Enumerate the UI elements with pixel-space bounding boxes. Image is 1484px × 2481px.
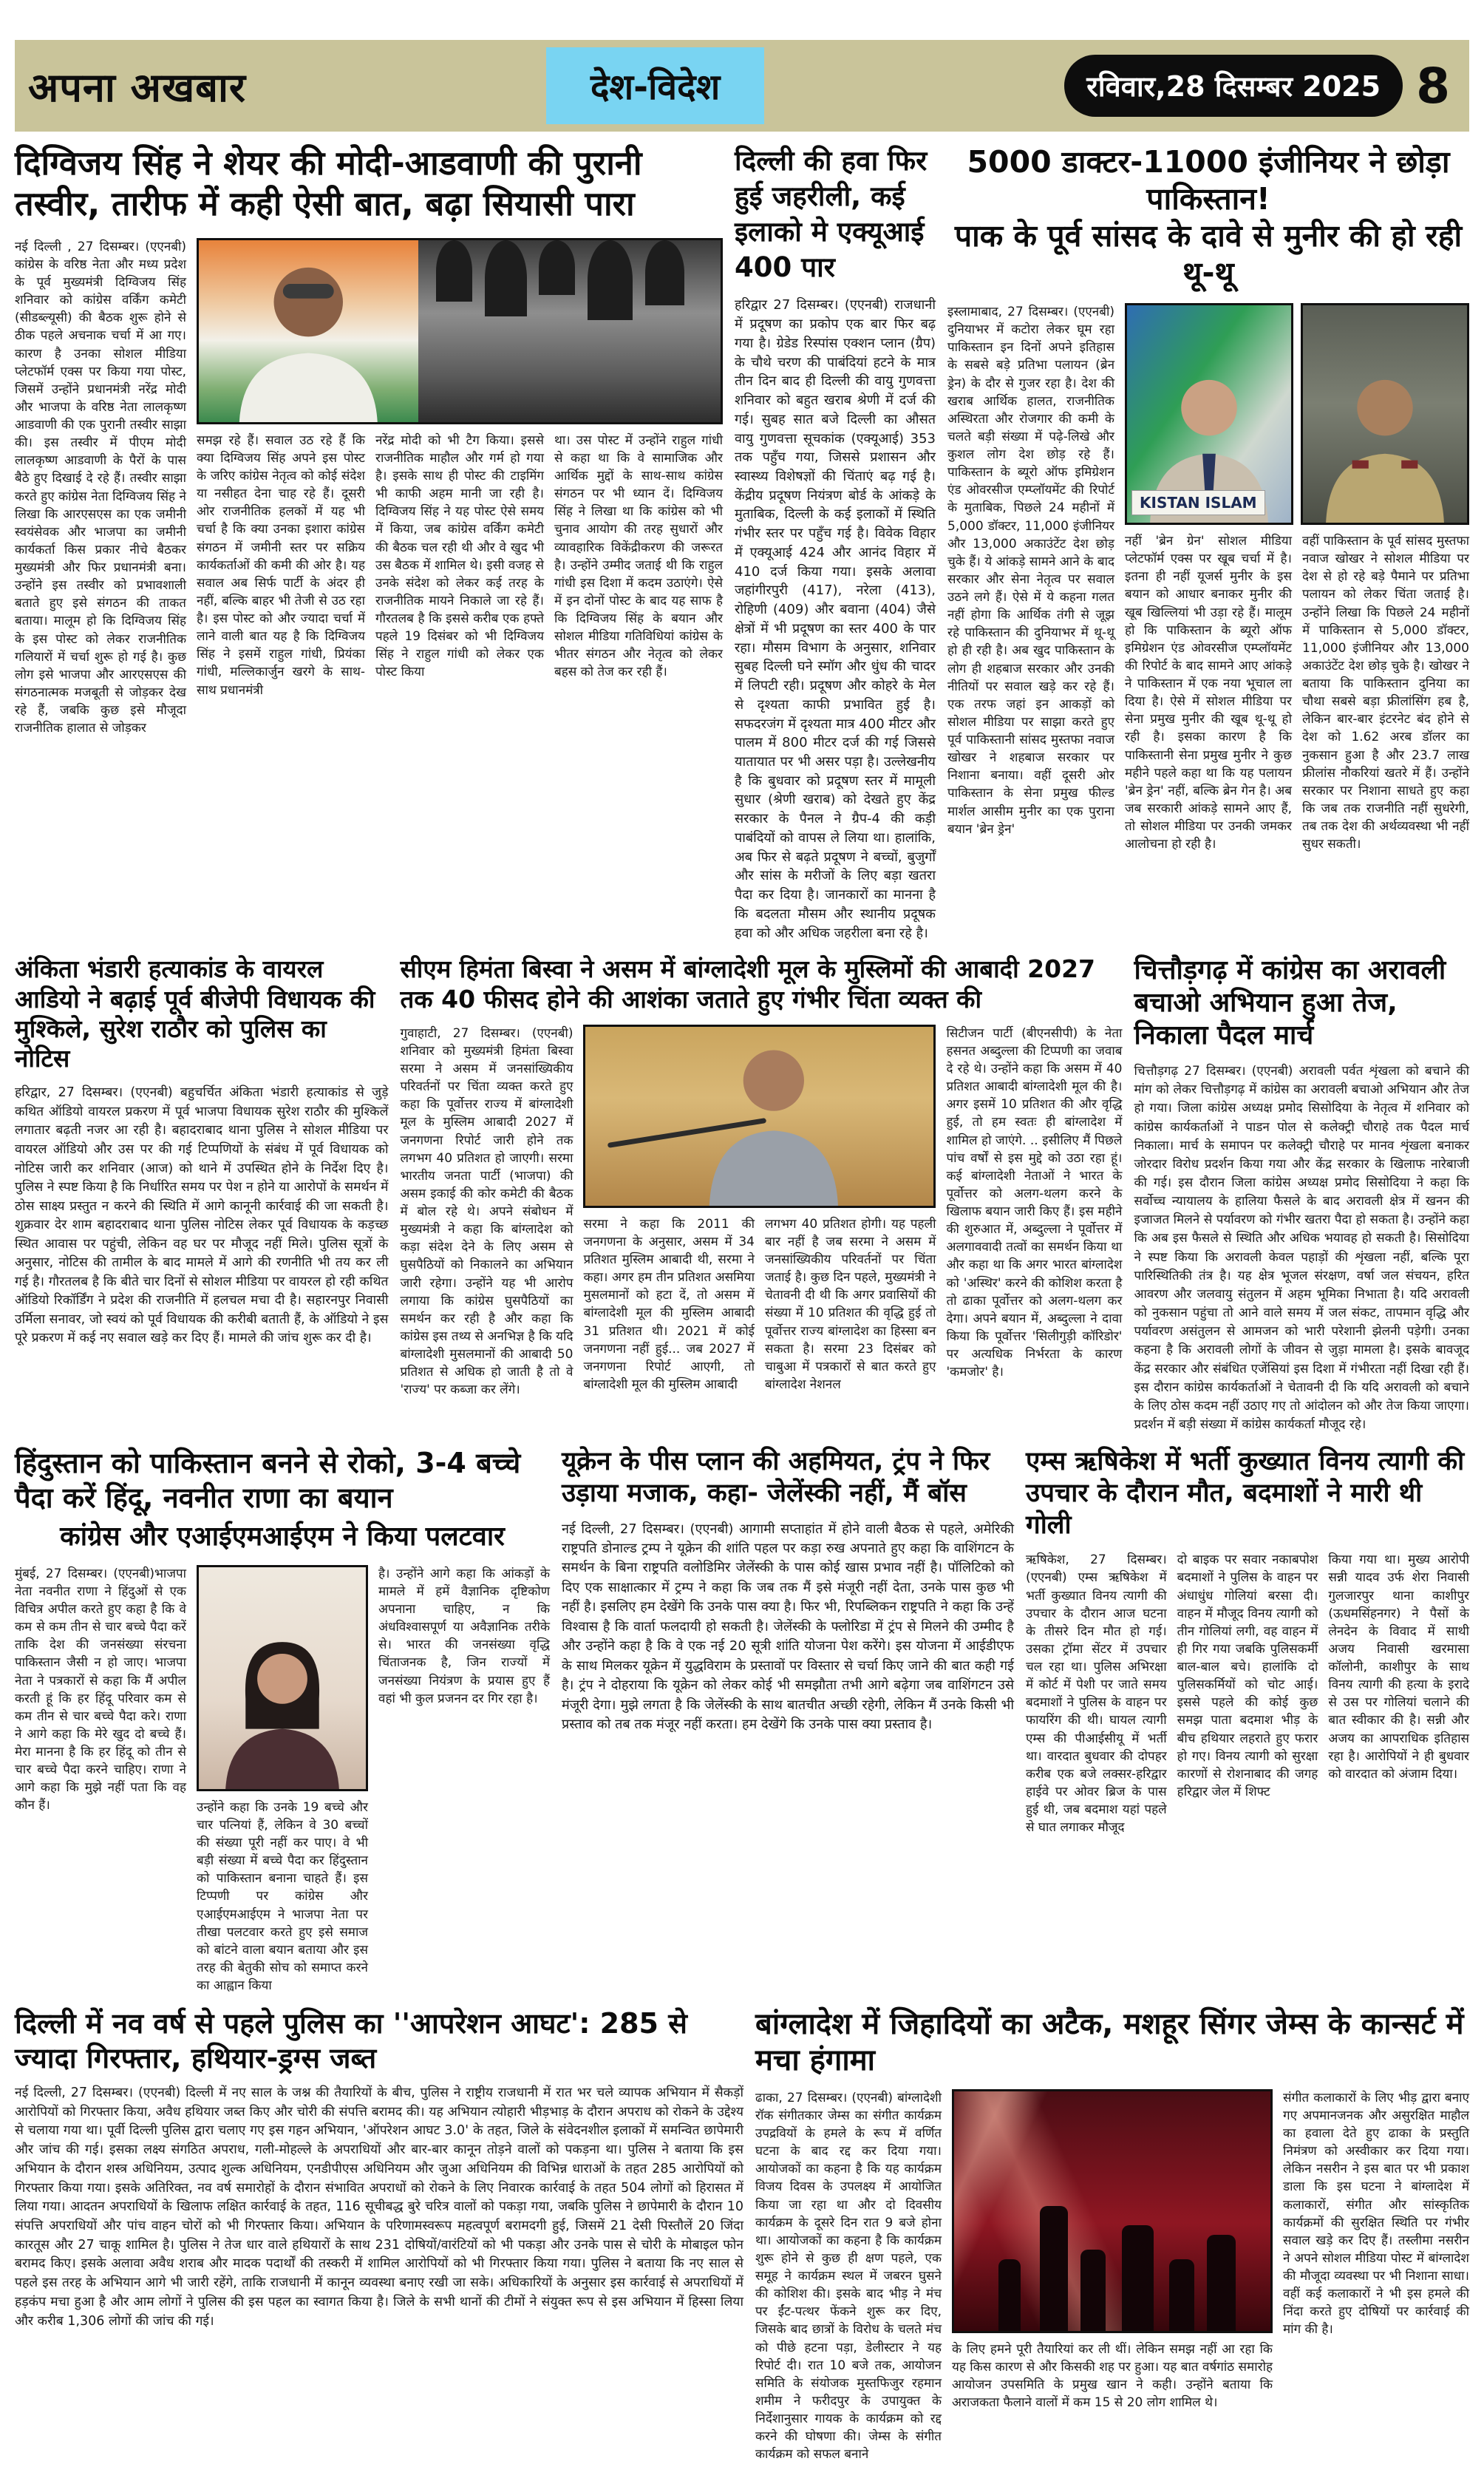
article-bangladesh-body [755, 2089, 1469, 2464]
band-lower [15, 1446, 1469, 1995]
article-digvijay-col-3: नरेंद्र मोदी को भी टैग किया। इससे राजनीतिक माहौल और गर्म हो गया है। इसके साथ ही पोस्ट की टाइमिंग भी काफी अहम मानी जा रही है। दिग्विजय सिंह ने यह पोस्ट ऐसे समय में किया, जब कांग्रेस वर्किंग कमेटी की बैठक चल रही थी और वे खुद भी उस बैठक में शामिल थे। इसी वजह से उनके संदेश को लेकर कई तरह के राजनीतिक मायने निकाले जा रहे हैं। गौरतलब है कि इससे करीब एक हफ्ते पहले 19 दिसंबर को भी दिग्विजय सिंह ने राहुल गांधी को लेकर एक पोस्ट किया [375, 432, 544, 680]
article-navneet-middle [197, 1565, 368, 1995]
article-navneet-body [15, 1565, 550, 1995]
article-vinay-col-2: दो बाइक पर सवार नकाबपोश बदमाशों ने पुलिस के वाहन पर अंधाधुंध गोलियां बरसा दी। वाहन में मौजूद विनय त्यागी को तीन गोलियां लगी, वह वाहन में ही गिर गया जबकि पुलिसकर्मी बाल-बाल बचे। हालांकि दो पुलिसकर्मियों को चोट आई। इससे पहले की कोई कुछ समझ पाता बदमाश भीड़ के बीच हथियार लहराते हुए फरार हो गए। विनय त्यागी को सुरक्षा कारणों से रोशनाबाद की जगह हरिद्वार जेल में शिफ्ट [1177, 1552, 1318, 1799]
article-ankita-body: हरिद्वार, 27 दिसम्बर। (एएनबी) बहुचर्चित अंकिता भंडारी हत्याकांड से जुड़े कथित ऑडियो वायरल प्रकरण में पूर्व भाजपा विधायक सुरेश राठौर की मुश्किलें लगातार बढ़ती नजर आ रही है। बहादराबाद थाना पुलिस ने सोशल मीडिया पर वायरल ऑडियो और उस पर की गई टिप्पणियों के संबंध में पूर्व विधायक को नोटिस जारी कर शनिवार (आज) को थाने में उपस्थित होने के निर्देश दिए है। पुलिस ने स्पष्ट किया है कि निर्धारित समय पर पेश न होने या आरोपों के समर्थन में ठोस साक्ष्य प्रस्तुत न करने की स्थिति में आगे कानूनी कार्रवाई की जा सकती है। शुक्रवार देर शाम बहादराबाद थाना पुलिस नोटिस लेकर पूर्व विधायक के कड़च्छ स्थित आवास पर पहुंची, लेकिन वह घर पर मौजूद नहीं मिले। पुलिस सूत्रों के अनुसार, नोटिस की तामील के बाद मामले में आगे की रणनीति भी तय कर ली गई है। गौरतलब है कि बीते चार दिनों से सोशल मीडिया पर वायरल हो रही कथित ऑडियो रिकॉर्डिंग ने प्रदेश की राजनीति में हलचल मचा दी है। सहारनपुर निवासी उर्मिला सनावर, जो स्वयं को पूर्व विधायक की करीबी बताती हैं, के ऑडियो ने इस पूरे प्रकरण में कई नए सवाल खड़े कर दिए हैं। मामले की जांच शुरू कर दी है। [15, 1085, 389, 1346]
article-vinay [1026, 1446, 1469, 1995]
asim-munir-photo [1301, 303, 1469, 525]
shehbaz-sharif-photo [1125, 303, 1293, 525]
article-navneet-col-2: उन्होंने कहा कि उनके 19 बच्चे और चार पत्नियां हैं, लेकिन वे 30 बच्चों की संख्या पूरी नहीं कर पाए। वे भी बड़ी संख्या में बच्चे पैदा कर हिंदुस्तान को पाकिस्तान बनाना चाहते हैं। इस टिप्पणी पर कांग्रेस और एआईएमआईएम ने भाजपा नेता पर तीखा पलटवार करते हुए इसे समाज को बांटने वाला बयान बताया और इस तरह की बेतुकी सोच को समाप्त करने का आह्वान किया [197, 1799, 368, 1994]
person-silhouette-icon [199, 240, 418, 422]
article-pakistan-col-1: इस्लामाबाद, 27 दिसम्बर। (एएनबी) दुनियाभर में कटोरा लेकर घूम रहा पाकिस्तान इन दिनों अपने इतिहास के सबसे बड़े प्रतिभा पलायन (ब्रेन ड्रेन) के दौर से गुजर रहा है। देश की खराब आर्थिक हालत, राजनीतिक अस्थिरता और रोजगार की कमी के चलते बड़ी संख्या में पढ़े-लिखे और कुशल लोग देश छोड़ रहे हैं। पाकिस्तान के ब्यूरो ऑफ इमिग्रेशन एंड ओवरसीज एम्प्लॉयमेंट की रिपोर्ट के मुताबिक, पिछले 24 महीनों में 5,000 डॉक्टर, 11,000 इंजीनियर और 13,000 अकाउंटेंट देश छोड़ चुके हैं। ये आंकड़े सामने आने के बाद सरकार और सेना नेतृत्व पर सवाल उठने लगे हैं। ऐसे में ये कहना गलत नहीं होगा कि आर्थिक तंगी से जूझ रहे पाकिस्तान की दुनियाभर में थू-थू हो ही रही है। अब खुद पाकिस्तान के लोग ही शहबाज सरकार और उनकी नीतियों पर सवाल खड़े कर रहे हैं। एक तरफ जहां इन आकड़ों को सोशल मीडिया पर साझा करते हुए पूर्व पाकिस्तानी सांसद मुस्तफा नवाज खोखर ने शहबाज सरकार पर निशाना बनाया। वहीं दूसरी ओर पाकिस्तान के सेना प्रमुख फील्ड मार्शल आसीम मुनीर का एक पुराना बयान 'ब्रेन ड्रेन' [947, 305, 1114, 837]
page-number: 8 [1416, 57, 1450, 115]
article-navneet-subhead: कांग्रेस और एआईएमआईएम ने किया पलटवार [60, 1521, 505, 1552]
article-bangladesh-headline: बांग्लादेश में जिहादियों का अटैक, मशहूर सिंगर जेम्स के कान्सर्ट में मचा हंगामा [755, 2007, 1464, 2077]
article-delhi-aqi-body: हरिद्वार 27 दिसम्बर। (एएनबी) राजधानी में प्रदूषण का प्रकोप एक बार फिर बढ़ गया है। ग्रेडेड रिस्पांस एक्शन प्लान (ग्रैप) के चौथे चरण की पाबंदियां हटने के मात्र तीन दिन बाद ही दिल्ली की वायु गुणवत्ता शनिवार को बहुत खराब श्रेणी में दर्ज की गई। सुबह सात बजे दिल्ली का औसत वायु गुणवत्ता सूचकांक (एक्यूआई) 353 तक पहुँच गया, जिससे प्रशासन और स्वास्थ्य विशेषज्ञों की चिंताएं बढ़ गई है। केंद्रीय प्रदूषण नियंत्रण बोर्ड के आंकड़े के मुताबिक, दिल्ली के कई इलाकों में स्थिति गंभीर स्तर पर पहुँच गई है। विवेक विहार में एक्यूआई 424 और आनंद विहार में 410 दर्ज किया गया। इसके अलावा जहांगीरपुरी (417), नरेला (413), रोहिणी (409) और बवाना (404) जैसे क्षेत्रों में भी प्रदूषण का स्तर 400 के पार रहा। मौसम विभाग के अनुसार, शनिवार सुबह दिल्ली घने स्मॉग और धुंध की चादर में लिपटी रही। प्रदूषण और कोहरे के मेल से दृश्यता काफी प्रभावित हुई है। सफदरजंग में दृश्यता मात्र 400 मीटर और पालम में 800 मीटर दर्ज की गई जिससे यातायात पर भी असर पड़ा है। उल्लेखनीय है कि बुधवार को प्रदूषण स्तर में मामूली सुधार (श्रेणी खराब) को देखते हुए केंद्र सरकार के पैनल ने ग्रैप-4 की कड़ी पाबंदियों को वापस ले लिया था। हालांकि, अब फिर से बढ़ते प्रदूषण ने बच्चों, बुजुर्गों और सांस के मरीजों के लिए बड़ा खतरा पैदा कर दिया है। जानकारों का मानना है कि बदलता मौसम और स्थानीय प्रदूषक हवा को और अधिक जहरीला बना रहे है। [735, 297, 936, 941]
article-pakistan-body [947, 303, 1469, 853]
article-digvijay-right [197, 238, 723, 738]
article-pakistan [947, 143, 1469, 943]
shehbaz-nameplate: KISTAN ISLAM [1131, 490, 1265, 515]
article-pakistan-right [1125, 303, 1469, 853]
person-silhouette-icon [199, 1567, 366, 1789]
person-silhouette-icon [585, 1027, 933, 1206]
article-himanta-col-3: लगभग 40 प्रतिशत होगी। यह पहली बार नहीं है जब सरमा ने असम में जनसांख्यिकीय परिवर्तनों पर चिंता जताई है। कुछ दिन पहले, मुख्यमंत्री ने चेतावनी दी थी कि अगर प्रवासियों की संख्या में 10 प्रतिशत की वृद्धि हुई तो पूर्वोत्तर राज्य बांग्लादेश का हिस्सा बन सकता है। सरमा 23 दिसंबर को चाबुआ में पत्रकारों से बात करते हुए बांग्लादेश नेशनल [764, 1216, 936, 1392]
article-delhi-aqi-headline: दिल्ली की हवा फिर हुई जहरीली, कई इलाको मे एक्यूआई 400 पार [735, 145, 928, 284]
article-navneet-headline: हिंदुस्तान को पाकिस्तान बनने से रोको, 3-4 बच्चे पैदा करें हिंदू, नवनीत राणा का बयान [15, 1447, 521, 1514]
article-ukraine [562, 1446, 1014, 1995]
article-operation-headline: दिल्ली में नव वर्ष से पहले पुलिस का ''आपरेशन आघट': 285 से ज्यादा गिरफ्तार, हथियार-ड्रग्स जब्त [15, 2007, 687, 2074]
digvijay-portrait [199, 240, 418, 422]
article-bangladesh-col-2: के लिए हमने पूरी तैयारियां कर ली थीं। लेकिन समझ नहीं आ रहा कि यह किस कारण से और किसकी शह पर हुआ। यह बात वर्षगांठ समारोह आयोजन उपसमिति के प्रमुख खान ने कही। उन्होंने बताया कि अराजकता फैलाने वालों में कम 15 से 20 लोग शामिल थे। [952, 2341, 1273, 2411]
article-navneet-col-3: है। उन्होंने आगे कहा कि आंकड़ों के मामले में हमें वैज्ञानिक दृष्टिकोण अपनाना चाहिए, न कि अंधविश्वासपूर्ण या अवैज्ञानिक तरीके से। भारत की जनसंख्या वृद्धि चिंताजनक है, जिन राज्यों में जनसंख्या नियंत्रण के प्रयास हुए हैं वहां भी कुल प्रजनन दर गिर रहा है। [378, 1566, 550, 1706]
article-pakistan-headline: 5000 डाक्टर-11000 इंजीनियर ने छोड़ा पाकिस्तान! [967, 144, 1450, 217]
article-aravali-body: चित्तौड़गढ़ 27 दिसम्बर। (एएनबी) अरावली पर्वत शृंखला को बचाने की मांग को लेकर चित्तौड़गढ़ में कांग्रेस का अरावली बचाओ अभियान और तेज हो गया। जिला कांग्रेस अध्यक्ष प्रमोद सिसोदिया के नेतृत्व में शनिवार को कांग्रेस कार्यकर्ताओं ने पाडन पोल से कलेक्ट्री चौराहे तक पैदल मार्च निकाला। मार्च के समापन पर कलेक्ट्री चौराहे पर मानव शृंखला बनाकर जोरदार विरोध प्रदर्शन किया गया और केंद्र सरकार के खिलाफ नारेबाजी की गई। इस दौरान जिला कांग्रेस अध्यक्ष प्रमोद सिसोदिया ने कहा कि सर्वोच्च न्यायालय के हालिया फैसले के बाद अरावली क्षेत्र में खनन की इजाजत मिलने से पर्यावरण को गंभीर खतरा पैदा हो सकता है। उन्होंने कहा कि अब इस फैसले से स्थिति और अधिक भयावह हो सकती है। सिसोदिया ने स्पष्ट किया कि अरावली केवल पहाड़ों की शृंखला नहीं, बल्कि पूरा पारिस्थितिकी तंत्र है। यह क्षेत्र भूजल संरक्षण, वर्षा जल संचयन, हरित आवरण और जलवायु संतुलन में अहम भूमिका निभाता है। यदि अरावली को नुकसान पहुंचा तो आने वाले समय में जल संकट, तापमान वृद्धि और पर्यावरण असंतुलन से आमजन को भारी परेशानी झेलनी पड़ेगी। उनका कहना है कि अरावली लोगों के जीवन से जुड़ा मामला है। इसके बावजूद केंद्र सरकार और संबंधित एजेंसियां इस दिशा में गंभीरता नहीं दिखा रही हैं। इस दौरान कांग्रेस कार्यकर्ताओं ने चेतावनी दी कि यदि अरावली को बचाने के लिए ठोस कदम नहीं उठाए गए तो आंदोलन को और तेज किया जाएगा। प्रदर्शन में बड़ी संख्या में कांग्रेस कार्यकर्ता मौजूद रहे। [1134, 1064, 1469, 1433]
article-bangladesh-col-3: संगीत कलाकारों के लिए भीड़ द्वारा बनाए गए अपमानजनक और असुरक्षित माहौल का हवाला देते हुए ढाका के प्रस्तुति निमंत्रण को अस्वीकार कर दिया गया। लेकिन नसरीन ने इस बात पर भी प्रकाश डाला कि इस घटना ने बांग्लादेश में कलाकारों, संगीत और सांस्कृतिक कार्यक्रमों की सुरक्षित स्थिति पर गंभीर सवाल खड़े कर दिए हैं। तस्लीमा नसरीन ने अपने सोशल मीडिया पोस्ट में बांग्लादेश की मौजूदा व्यवस्था पर भी निशाना साधा। वहीं कई कलाकारों ने भी इस हमले की निंदा करते हुए दोषियों पर कार्रवाई की मांग की है। [1283, 2090, 1469, 2338]
section-title: देश-विदेश [590, 66, 721, 108]
article-operation-body: नई दिल्ली, 27 दिसम्बर। (एएनबी) दिल्ली में नए साल के जश्न की तैयारियों के बीच, पुलिस ने राष्ट्रीय राजधानी में रात भर चले व्यापक अभियान में सैकड़ों आरोपियों को गिरफ्तार किया, अवैध हथियार जब्त किए और चोरी की संपत्ति बरामद की। यह अभियान त्योहारी भीड़भाड़ के दौरान अपराध को रोकने के उद्देश्य से चलाया गया था। पूर्वी दिल्ली पुलिस द्वारा चलाए गए इस गहन अभियान, 'ऑपरेशन आघट 3.0' के तहत, जिले के संवेदनशील इलाकों में समन्वित छापेमारी और जांच की गई। इसका लक्ष्य संगठित अपराध, गली-मोहल्ले के अपराधियों और बार-बार कानून तोड़ने वालों को पकड़ना था। पुलिस ने बताया कि इस अभियान के दौरान शस्त्र अधिनियम, उत्पाद शुल्क अधिनियम, एनडीपीएस अधिनियम और जुआ अधिनियम की विभिन्न धाराओं के तहत 285 आरोपियों को गिरफ्तार किया गया। इसके अतिरिक्त, नव वर्ष समारोहों के दौरान संभावित अपराधों को रोकने के लिए निवारक कार्रवाई के तहत 504 लोगों को हिरासत में लिया गया। आदतन अपराधियों के खिलाफ लक्षित कार्रवाई के तहत, 116 सूचीबद्ध बुरे चरित्र वालों को पकड़ा गया, जबकि पुलिस ने छापेमारी के दौरान 10 संपत्ति अपराधियों और पांच वाहन चोरों को भी गिरफ्तार किया। अभियान के परिणामस्वरूप महत्वपूर्ण बरामदगी हुई, जिसमें 21 देसी पिस्तौलें 20 जिंदा कारतूस और 27 चाकू शामिल है। पुलिस ने तेज धार वाले हथियारों के साथ 231 दोषियों/वारंटियों को भी पकड़ा और उनके पास से चोरी के मोबाइल फोन बरामद किए। इसके अलावा अवैध शराब और मादक पदार्थों की तस्करी में शामिल आरोपियों को भी गिरफ्तार किया गया। पुलिस ने बताया कि नए साल से पहले इस तरह के अभियान आगे भी जारी रहेंगे, ताकि राजधानी में कानून व्यवस्था बनाए रखी जा सके। अधिकारियों के अनुसार इस कार्रवाई से अपराधियों में हड़कंप मचा हुआ है और आम लोगों ने पुलिस की इस पहल का स्वागत किया है। जिले के सभी थानों की टीमों ने संयुक्त रूप से इस अभियान में हिस्सा लिया और करीब 1,306 लोगों की जांच की गई। [15, 2085, 743, 2329]
article-navneet-col-1: मुंबई, 27 दिसम्बर। (एएनबी)भाजपा नेता नवनीत राणा ने हिंदुओं से एक विचित्र अपील करते हुए कहा है कि वे कम से कम तीन से चार बच्चे पैदा करें ताकि देश की जनसंख्या संरचना पाकिस्तान जैसी न हो जाए। भाजपा नेता ने पत्रकारों से कहा कि मैं अपील करती हूं कि हर हिंदू परिवार कम से कम तीन से चार बच्चे पैदा करे। राणा ने आगे कहा कि मेरे खुद दो बच्चे हैं। मेरा मानना है कि हर हिंदू को तीन से चार बच्चे पैदा करने चाहिए। राणा ने आगे कहा कि मुझे नहीं पता कि वह कौन हैं। [15, 1566, 186, 1813]
navneet-rana-photo [197, 1565, 368, 1791]
article-aravali [1134, 954, 1469, 1434]
band-middle [15, 954, 1469, 1434]
modi-advani-old-photo [418, 240, 721, 422]
article-vinay-col-1: ऋषिकेश, 27 दिसम्बर। (एएनबी) एम्स ऋषिकेश में भर्ती कुख्यात विनय त्यागी की उपचार के दौरान आज घटना के तीसरे दिन मौत हो गई। उसका ट्रॉमा सेंटर में उपचार चल रहा था। पुलिस अभिरक्षा में कोर्ट में पेशी पर जाते समय बदमाशों ने पुलिस के वाहन पर फायरिंग की थी। घायल त्यागी एम्स की पीआईसीयू में भर्ती था। वारदात बुधवार की दोपहर करीब एक बजे लक्सर-हरिद्वार हाईवे पर ओवर ब्रिज के पास हुई थी, जब बदमाश यहां पहले से घात लगाकर मौजूद [1026, 1552, 1167, 1836]
article-aravali-headline: चित्तौड़गढ़ में कांग्रेस का अरावली बचाओ अभियान हुआ तेज, निकाला पैदल मार्च [1134, 955, 1446, 1051]
article-digvijay-col-2: समझ रहे हैं। सवाल उठ रहे हैं कि क्या दिग्विजय सिंह अपने इस पोस्ट के जरिए कांग्रेस नेतृत्व को कोई संदेश या नसीहत देना चाह रहे हैं। दूसरी ओर राजनीतिक हलकों में यह भी चर्चा है कि क्या उनका इशारा कांग्रेस संगठन में जमीनी स्तर पर सक्रिय कार्यकर्ताओं की कमी की ओर है। यह सवाल अब सिर्फ पार्टी के अंदर ही नहीं, बल्कि बाहर भी तेजी से उठ रहा है। इस पोस्ट को और ज्यादा चर्चा में लाने वाली बात यह है कि दिग्विजय सिंह ने इसमें राहुल गांधी, प्रियंका गांधी, मल्लिकार्जुन खरगे के साथ-साथ प्रधानमंत्री [197, 432, 365, 698]
article-pakistan-col-2: नहीं 'ब्रेन ग्रेन' सोशल मीडिया प्लेटफॉर्म एक्स पर खूब चर्चा में है। इतना ही नहीं यूजर्स मुनीर के इस बयान को आधार बनाकर मुनीर की खूब खिल्लियां भी उड़ा रहे हैं। मालूम हो कि पाकिस्तान के ब्यूरो ऑफ इमिग्रेशन एंड ओवरसीज एम्प्लॉयमेंट की रिपोर्ट के बाद सामने आए आंकड़े ने पाकिस्तान में एक नया भूचाल ला दिया है। ऐसे में सोशल मीडिया पर सेना प्रमुख मुनीर की खूब थू-थू हो रही है। इसका कारण है कि पाकिस्तानी सेना प्रमुख मुनीर ने कुछ महीने पहले कहा था कि यह पलायन 'ब्रेन ड्रेन' नहीं, बल्कि ब्रेन गेन है। अब जब सरकारी आंकड़े सामने आए हैं, तो सोशल मीडिया पर उनकी जमकर आलोचना हो रही है। [1125, 534, 1292, 852]
article-ankita [15, 954, 388, 1434]
band-bottom [15, 2006, 1469, 2463]
article-vinay-headline: एम्स ऋषिकेश में भर्ती कुख्यात विनय त्यागी की उपचार के दौरान मौत, बदमाशों ने मारी थी गोली [1026, 1447, 1465, 1540]
article-digvijay-headline: दिग्विजय सिंह ने शेयर की मोदी-आडवाणी की पुरानी तस्वीर, तारीफ में कही ऐसी बात, बढ़ा सियासी पारा [15, 143, 642, 223]
article-pakistan-col-3: वहीं पाकिस्तान के पूर्व सांसद मुस्तफा नवाज खोखर ने सोशल मीडिया पर देश से हो रहे बड़े पैमाने पर प्रतिभा पलायन को लेकर चिंता जताई है। उन्होंने लिखा कि पिछले 24 महीनों में पाकिस्तान से 5,000 डॉक्टर, 11,000 इंजीनियर और 13,000 अकाउंटेंट देश छोड़ चुके है। खोखर ने बताया कि पाकिस्तान दुनिया का चौथा सबसे बड़ा फ्रीलांसिंग हब है, लेकिन बार-बार इंटरनेट बंद होने से देश को 1.62 अरब डॉलर का नुकसान हुआ है और 23.7 लाख फ्रीलांस नौकरियां खतरे में हैं। उन्होंने सरकार पर निशाना साधते हुए कहा कि जब तक राजनीति नहीं सुधरेगी, तब तक देश की अर्थव्यवस्था भी नहीं सुधर सकती। [1302, 534, 1469, 852]
article-himanta-col-2: सरमा ने कहा कि 2011 की जनगणना के अनुसार, असम में 34 प्रतिशत मुस्लिम आबादी थी, सरमा ने कहा। अगर हम तीन प्रतिशत असमिया मुसलमानों को हटा दें, तो असम में बांग्लादेशी मूल की मुस्लिम आबादी 31 प्रतिशत थी। 2021 में कोई जनगणना नहीं हुई... जब 2027 में जनगणना रिपोर्ट आएगी, तो बांग्लादेशी मूल की मुस्लिम आबादी [583, 1216, 755, 1392]
article-himanta-headline: सीएम हिमंता बिस्वा ने असम में बांग्लादेशी मूल के मुस्लिमों की आबादी 2027 तक 40 फीसद होने की आशंका जताते हुए गंभीर चिंता व्यक्त की [400, 954, 1096, 1014]
section-box [546, 47, 764, 124]
article-bangladesh [755, 2006, 1469, 2463]
article-delhi-aqi [735, 143, 936, 943]
article-ukraine-body: नई दिल्ली, 27 दिसम्बर। (एएनबी) आगामी सप्ताहांत में होने वाली बैठक से पहले, अमेरिकी राष्ट्रपति डोनाल्ड ट्रम्प ने यूक्रेन की शांति पहल पर कड़ा रुख अपनाते हुए कहा कि वाशिंगटन के समर्थन के बिना राष्ट्रपति वलोडिमिर जेलेंस्की के पास कोई खास प्रभाव नहीं है। पॉलिटिको को दिए एक साक्षात्कार में ट्रम्प ने कहा कि जब तक मैं इसे मंजूरी नहीं देता, उनके पास कुछ भी नहीं है। इसलिए हम देखेंगे कि उनके पास क्या है। फिर भी, रिपब्लिकन राष्ट्रपति ने कहा कि उन्हें विश्वास है कि वार्ता फलदायी हो सकती है। जेलेंस्की के फ्लोरिडा में ट्रंप से मिलने की उम्मीद है और उन्होंने कहा है कि वे एक नई 20 सूत्री शांति योजना पेश करेंगे। इस योजना में आईडीएफ के साथ मिलकर यूक्रेन में युद्धविराम के प्रस्तावों पर विस्तार से चर्चा किए जाने की बात कही गई है। ट्रंप ने दोहराया कि यूक्रेन को लेकर कोई भी समझौता तभी आगे बढ़ेगा जब वाशिंगटन उसे मंजूरी देगा। मुझे लगता है कि जेलेंस्की के साथ बातचीत अच्छी रहेगी, लेकिन मैं उनके किसी भी प्रस्ताव को तब तक मंजूर नहीं करता। हम देखेंगे कि उनके पास क्या प्रस्ताव है। [562, 1521, 1014, 1733]
james-concert-photo [952, 2089, 1273, 2333]
article-ankita-headline: अंकिता भंडारी हत्याकांड के वायरल आडियो ने बढ़ाई पूर्व बीजेपी विधायक की मुश्किले, सुरेश राठौर को पुलिस का नोटिस [15, 954, 375, 1073]
digvijay-singh-photo [197, 238, 723, 424]
article-operation [15, 2006, 743, 2463]
himanta-biswa-sarma-photo [583, 1025, 936, 1208]
article-himanta [400, 954, 1122, 1434]
paper-name: अपना अखबार [28, 64, 247, 111]
article-himanta-col-1: गुवाहाटी, 27 दिसम्बर। (एएनबी) शनिवार को मुख्यमंत्री हिमंता बिस्वा सरमा ने असम में जनसांख्यिकीय परिवर्तनों पर चिंता व्यक्त करते हुए कहा कि पूर्वोत्तर राज्य में बांग्लादेशी मूल के मुस्लिम आबादी 2027 में जनगणना रिपोर्ट जारी होने तक लगभग 40 प्रतिशत हो जाएगी। सरमा भारतीय जनता पार्टी (भाजपा) की असम इकाई की कोर कमेटी की बैठक में बोल रहे थे। अपने संबोधन में मुख्यमंत्री ने कहा कि बांग्लादेश को कड़ा संदेश देने के लिए असम से घुसपैठियों को निकालने का अभियान जारी रहेगा। उन्होंने यह भी आरोप लगाया कि कांग्रेस घुसपैठियों का समर्थन कर रही है और कहा कि कांग्रेस इस तथ्य से अनभिज्ञ है कि यदि बांग्लादेशी मुसलमानों की आबादी 50 प्रतिशत से अधिक हो जाती है तो वे 'राज्य' पर कब्जा कर लेंगे। [400, 1025, 573, 1398]
date-pill: रविवार,28 दिसम्बर 2025 [1064, 55, 1403, 117]
article-himanta-col-4: सिटीजन पार्टी (बीएनसीपी) के नेता हसनत अब्दुल्ला की टिप्पणी का जवाब दे रहे थे। उन्होंने कहा कि असम में 40 प्रतिशत आबादी बांग्लादेशी मूल की है। अगर इसमें 10 प्रतिशत की और वृद्धि हुई, तो हम स्वतः ही बांग्लादेश में शामिल हो जाएंगे. .. इसीलिए मैं पिछले पांच वर्षों से इस मुद्दे को उठा रहा हूं। कई बांग्लादेशी नेताओं ने भारत के पूर्वोत्तर को अलग-थलग करने के खिलाफ बयान जारी किए हैं। इस महीने की शुरुआत में, अब्दुल्ला ने पूर्वोत्तर में अलगाववादी तत्वों का समर्थन किया था और कहा था कि अगर भारत बांग्लादेश को 'अस्थिर' करने की कोशिश करता है तो ढाका पूर्वोत्तर को अलग-थलग कर देगा। अपने बयान में, अब्दुल्ला ने दावा किया कि पूर्वोत्तर 'सिलीगुड़ी कॉरिडोर' पर अत्यधिक निर्भरता के कारण 'कमजोर' है। [946, 1025, 1123, 1380]
masthead [15, 40, 1469, 132]
article-vinay-col-3: किया गया था। मुख्य आरोपी सन्नी यादव उर्फ शेरा निवासी गुलजारपुर थाना काशीपुर (ऊधमसिंहनगर) ने पैसों के लेनदेन के विवाद में साथी अजय निवासी खरमासा कॉलोनी, काशीपुर के साथ विनय त्यागी की हत्या के इरादे से उस पर गोलियां चलाने की बात स्वीकार की है। सन्नी और अजय का आपराधिक इतिहास रहा है। आरोपियों ने ही बुधवार को वारदात को अंजाम दिया। [1328, 1552, 1470, 1782]
person-silhouette-icon [1303, 305, 1467, 523]
article-ukraine-headline: यूक्रेन के पीस प्लान की अहमियत, ट्रंप ने फिर उड़ाया मजाक, कहा- जेलेंस्की नहीं, मैं बॉस [562, 1447, 990, 1508]
article-himanta-body [400, 1025, 1122, 1399]
article-navneet [15, 1446, 550, 1995]
article-himanta-middle [583, 1025, 936, 1399]
article-digvijay-col-4: था। उस पोस्ट में उन्होंने राहुल गांधी से कहा था कि वे सामाजिक और आर्थिक मुद्दों के साथ-साथ कांग्रेस संगठन पर भी ध्यान दें। दिग्विजय सिंह ने लिखा था कि कांग्रेस को भी चुनाव आयोग की तरह सुधारों और व्यावहारिक विकेंद्रीकरण की जरूरत है। उन्होंने उम्मीद जताई थी कि राहुल गांधी इस दिशा में कदम उठाएंगे। ऐसे में इन दोनों पोस्ट के बाद यह साफ है कि दिग्विजय सिंह के बयान और सोशल मीडिया गतिविधियां कांग्रेस के भीतर संगठन और नेतृत्व को लेकर बहस को तेज कर रही हैं। [554, 432, 723, 680]
article-bangladesh-middle [952, 2089, 1273, 2464]
masthead-right [1064, 55, 1450, 117]
band-top [15, 143, 1469, 943]
article-digvijay-body [15, 238, 723, 738]
article-pakistan-subheadline: पाक के पूर्व सांसद के दावे से मुनीर की हो रही थू-थू [954, 218, 1463, 291]
article-digvijay [15, 143, 723, 943]
article-bangladesh-col-1: ढाका, 27 दिसम्बर। (एएनबी) बांग्लादेशी रॉक संगीतकार जेम्स का संगीत कार्यक्रम उपद्रवियों के हमले के रूप में वर्णित घटना के बाद रद्द कर दिया गया। आयोजकों का कहना है कि यह कार्यक्रम विजय दिवस के उपलक्ष्य में आयोजित किया जा रहा था और दो दिवसीय कार्यक्रम के दूसरे दिन रात 9 बजे होना था। आयोजकों का कहना है कि कार्यक्रम शुरू होने से कुछ ही क्षण पहले, एक समूह ने कार्यक्रम स्थल में जबरन घुसने की कोशिश की। इसके बाद भीड़ ने मंच पर ईंट-पत्थर फेंकने शुरू कर दिए, जिसके बाद छात्रों के विरोध के चलते मंच को पीछे हटना पड़ा, डेलीस्टार ने यह रिपोर्ट दी। रात 10 बजे तक, आयोजन समिति के संयोजक मुस्तफिजुर रहमान शमीम ने फरीदपुर के उपायुक्त के निर्देशानुसार गायक के कार्यक्रम को रद्द करने की घोषणा की। जेम्स के संगीत कार्यक्रम को सफल बनाने [755, 2090, 942, 2463]
article-digvijay-col-1: नई दिल्ली , 27 दिसम्बर। (एएनबी) कांग्रेस के वरिष्ठ नेता और मध्य प्रदेश के पूर्व मुख्यमंत्री दिग्विजय सिंह शनिवार को कांग्रेस वर्किंग कमेटी (सीडब्ल्यूसी) की बैठक शुरू होने से ठीक पहले अचनाक चर्चा में आ गए। कारण है उनका सोशल मीडिया प्लेटफॉर्म एक्स पर किया गया पोस्ट, जिसमें उन्होंने प्रधानमंत्री नरेंद्र मोदी और भाजपा के वरिष्ठ नेता लालकृष्ण आडवाणी की एक पुरानी तस्वीर साझा की। इस तस्वीर में पीएम मोदी लालकृष्ण आडवाणी के पैरों के पास बैठे हुए दिखाई दे रहे हैं। तस्वीर साझा करते हुए कांग्रेस नेता दिग्विजय सिंह ने लिखा कि आरएसएस का एक जमीनी स्वयंसेवक और भाजपा का जमीनी कार्यकर्ता किस प्रकार नीचे बैठकर मुख्यमंत्री और फिर प्रधानमंत्री बना। उन्होंने इस तस्वीर को प्रभावशाली बताते हुए इसे संगठन की ताकत बताया। मालूम हो कि दिग्विजय सिंह के इस पोस्ट को लेकर राजनीतिक गलियारों में चर्चा शुरू हो गई है। कुछ लोग इसे भाजपा और आरएसएस की संगठनात्मक मजबूती से जोड़कर देख रहे हैं, जबकि कुछ इसे मौजूदा राजनीतिक हालात से जोड़कर [15, 239, 186, 736]
